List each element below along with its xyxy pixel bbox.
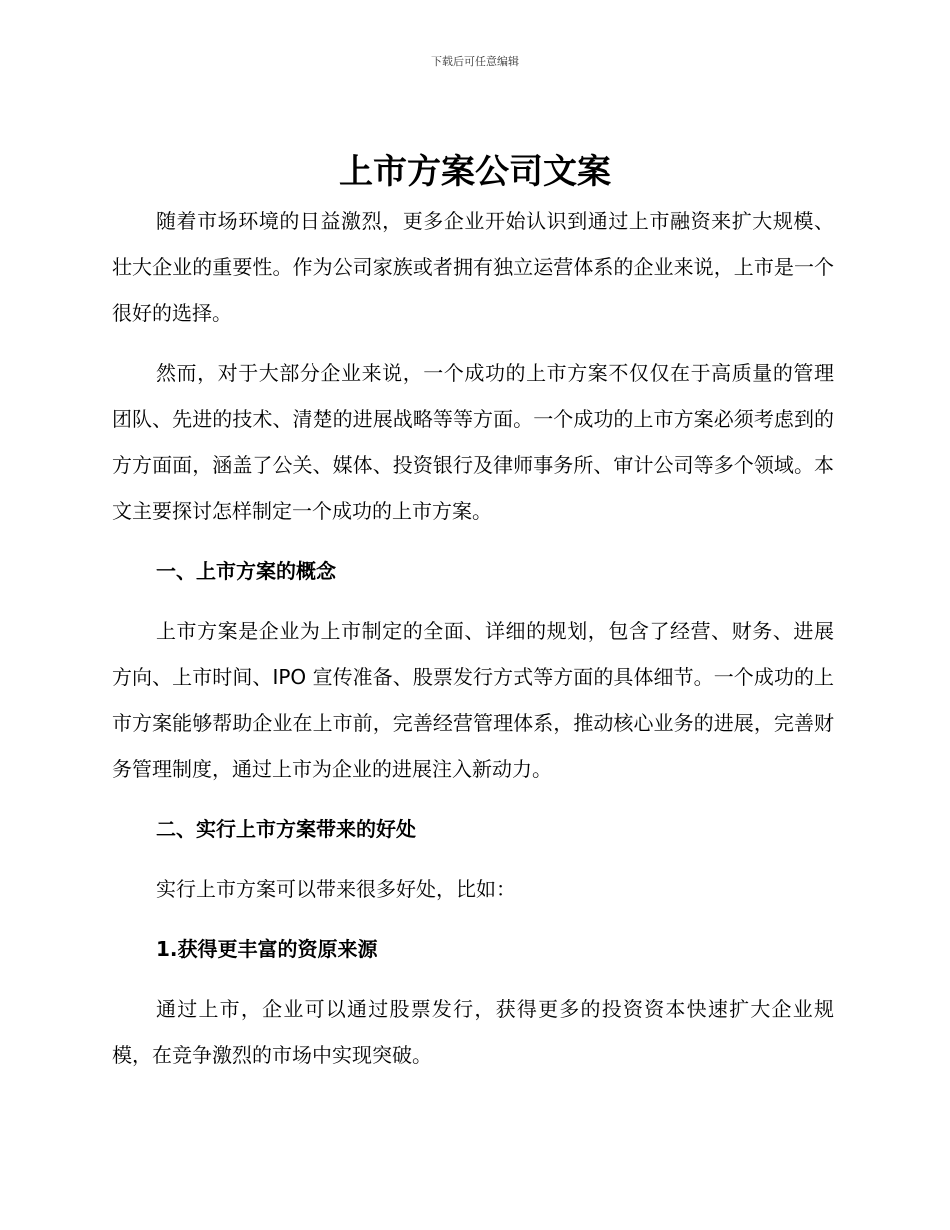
context-paragraph: 然而，对于大部分企业来说，一个成功的上市方案不仅仅在于高质量的管理团队、先进的技术、清楚的进展战略等等方面。一个成功的上市方案必须考虑到的方方面面，涵盖了公关、媒体、投资银行及律师事务所、审计公司等多个领域。本文主要探讨怎样制定一个成功的上市方案。 [112,361,834,523]
intro-paragraph: 随着市场环境的日益激烈，更多企业开始认识到通过上市融资来扩大规模、壮大企业的重要性。作为公司家族或者拥有独立运营体系的企业来说，上市是一个很好的选择。 [112,209,834,325]
document-body [112,198,834,1092]
document-title: 上市方案公司文案 [339,152,611,192]
section-heading-benefits: 二、实行上市方案带来的好处 [156,817,416,841]
subsection-heading-resources: 1.获得更丰富的资原来源 [156,937,378,961]
benefits-intro-paragraph: 实行上市方案可以带来很多好处，比如： [156,877,516,901]
section-heading-concept: 一、上市方案的概念 [156,559,336,583]
resources-paragraph: 通过上市，企业可以通过股票发行，获得更多的投资资本快速扩大企业规模，在竞争激烈的市场中实现突破。 [112,997,834,1067]
header-note: 下载后可任意编辑 [431,55,519,68]
concept-paragraph: 上市方案是企业为上市制定的全面、详细的规划，包含了经营、财务、进展方向、上市时间、IPO 宣传准备、股票发行方式等方面的具体细节。一个成功的上市方案能够帮助企业在上市前，完善经营管理体系，推动核心业务的进展，完善财务管理制度，通过上市为企业的进展注入新动力。 [112,619,834,781]
